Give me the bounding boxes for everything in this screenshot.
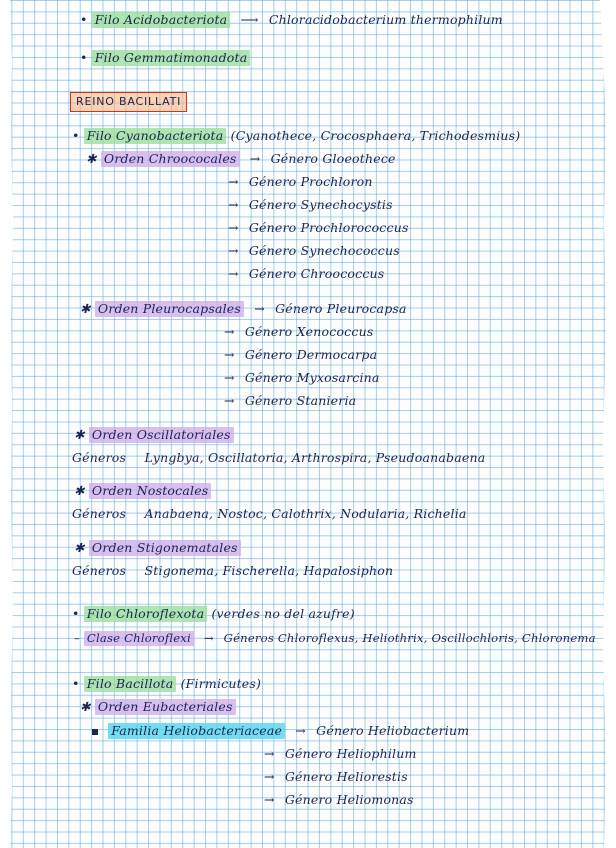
genus: Género Stanieria (244, 393, 357, 408)
genus: Género Heliomonas (284, 792, 414, 807)
line-genus (218, 347, 377, 363)
species-name: Chloracidobacterium thermophilum (268, 12, 503, 27)
heading-box: REINO BACILLATI (70, 92, 187, 112)
genus: Género Xenococcus (244, 324, 374, 339)
square-bullet-icon (92, 729, 98, 735)
arrow-icon: → (264, 746, 275, 761)
genus: Género Synechococcus (248, 243, 400, 258)
genus: Género Synechocystis (248, 197, 393, 212)
line-order-stigonematales (74, 540, 241, 556)
genus: Género Heliobacterium (316, 723, 470, 738)
genera-names: Stigonema, Fischerella, Hapalosiphon (144, 563, 394, 578)
line-cyanobacteriota (72, 128, 520, 144)
arrow-icon: → (228, 197, 239, 212)
dash: – (74, 631, 80, 645)
phylum-label: Filo Acidobacteriota (92, 12, 231, 28)
order-label: Orden Pleurocapsales (95, 301, 244, 317)
line-chloroflexota (72, 606, 355, 622)
genus: Género Myxosarcina (244, 370, 380, 385)
line-genera-list (72, 506, 467, 522)
star-icon: ✱ (74, 540, 85, 555)
star-icon: ✱ (80, 699, 91, 714)
line-genus (222, 197, 393, 213)
generos-label: Géneros (72, 563, 127, 578)
arrow-icon: → (228, 174, 239, 189)
generos-label: Géneros (72, 450, 127, 465)
arrow-icon: → (264, 792, 275, 807)
line-genus (222, 220, 409, 236)
line-genus (218, 393, 356, 409)
line-genus (218, 370, 380, 386)
star-icon: ✱ (74, 483, 85, 498)
genus: Género Pleurocapsa (275, 301, 407, 316)
line-gemmatimonadota (80, 50, 250, 66)
note: (Firmicutes) (180, 676, 262, 691)
line-order-nostocales (74, 483, 211, 499)
phylum-label: Filo Cyanobacteriota (84, 128, 227, 144)
line-genus (218, 324, 373, 340)
family-label: Familia Heliobacteriaceae (108, 723, 285, 739)
genera-names: Lyngbya, Oscillatoria, Arthrospira, Pseudoanabaena (144, 450, 486, 465)
generos-label: Géneros (72, 506, 127, 521)
kingdom-heading (70, 92, 187, 112)
line-family-heliobacteriaceae (92, 723, 469, 739)
genus: Género Chroococcus (248, 266, 385, 281)
star-icon: ✱ (86, 151, 97, 166)
line-genus (258, 746, 417, 762)
arrow-icon: → (228, 220, 239, 235)
bullet: • (80, 50, 88, 65)
line-genus (222, 174, 373, 190)
order-label: Orden Eubacteriales (95, 699, 236, 715)
genus: Género Prochlorococcus (248, 220, 409, 235)
genera-names: Chloroflexus, Heliothrix, Oscillochloris, Chloronema (277, 631, 596, 645)
line-genera-list (72, 563, 393, 579)
bullet: • (80, 12, 88, 27)
bullet: • (72, 128, 80, 143)
star-icon: ✱ (80, 301, 91, 316)
phylum-label: Filo Gemmatimonadota (92, 50, 251, 66)
genus: Género Gloeothece (270, 151, 396, 166)
genus: Género Heliophilum (284, 746, 417, 761)
order-label: Orden Nostocales (89, 483, 212, 499)
phylum-label: Filo Bacillota (84, 676, 177, 692)
order-label: Orden Chroococales (101, 151, 240, 167)
arrow-icon: → (224, 370, 235, 385)
arrow-icon: ⟶ (240, 12, 259, 27)
line-genus (258, 792, 414, 808)
order-label: Orden Stigonematales (89, 540, 241, 556)
genus: Género Heliorestis (284, 769, 408, 784)
arrow-icon: → (254, 301, 265, 316)
genera-names: Anabaena, Nostoc, Calothrix, Nodularia, Richelia (144, 506, 467, 521)
arrow-icon: → (249, 151, 261, 166)
arrow-icon: → (264, 769, 275, 784)
genus: Género Prochloron (248, 174, 373, 189)
examples: (Cyanothece, Crocosphaera, Trichodesmius) (230, 128, 521, 143)
line-genus (222, 266, 384, 282)
line-acidobacteriota (80, 12, 503, 28)
arrow-icon: → (224, 393, 235, 408)
arrow-icon: → (224, 347, 235, 362)
bullet: • (72, 606, 80, 621)
genus: Género Dermocarpa (244, 347, 378, 362)
arrow-icon: → (228, 266, 239, 281)
line-genera-list (72, 450, 485, 466)
arrow-icon: → (295, 723, 306, 738)
note: (verdes no del azufre) (211, 606, 355, 621)
line-order-eubacteriales (80, 699, 236, 715)
bullet: • (72, 676, 80, 691)
arrow-icon: → (203, 631, 214, 645)
line-order-chroococales (86, 151, 396, 167)
line-genus (258, 769, 408, 785)
line-genus (222, 243, 400, 259)
line-order-oscillatoriales (74, 427, 234, 443)
line-order-pleurocapsales (80, 301, 407, 317)
line-bacillota (72, 676, 261, 692)
arrow-icon: → (224, 324, 235, 339)
generos-label: Géneros (223, 631, 274, 645)
order-label: Orden Oscillatoriales (89, 427, 234, 443)
class-label: Clase Chloroflexi (84, 631, 194, 646)
line-class-chloroflexi (74, 630, 596, 646)
arrow-icon: → (228, 243, 239, 258)
phylum-label: Filo Chloroflexota (84, 606, 207, 622)
star-icon: ✱ (74, 427, 85, 442)
